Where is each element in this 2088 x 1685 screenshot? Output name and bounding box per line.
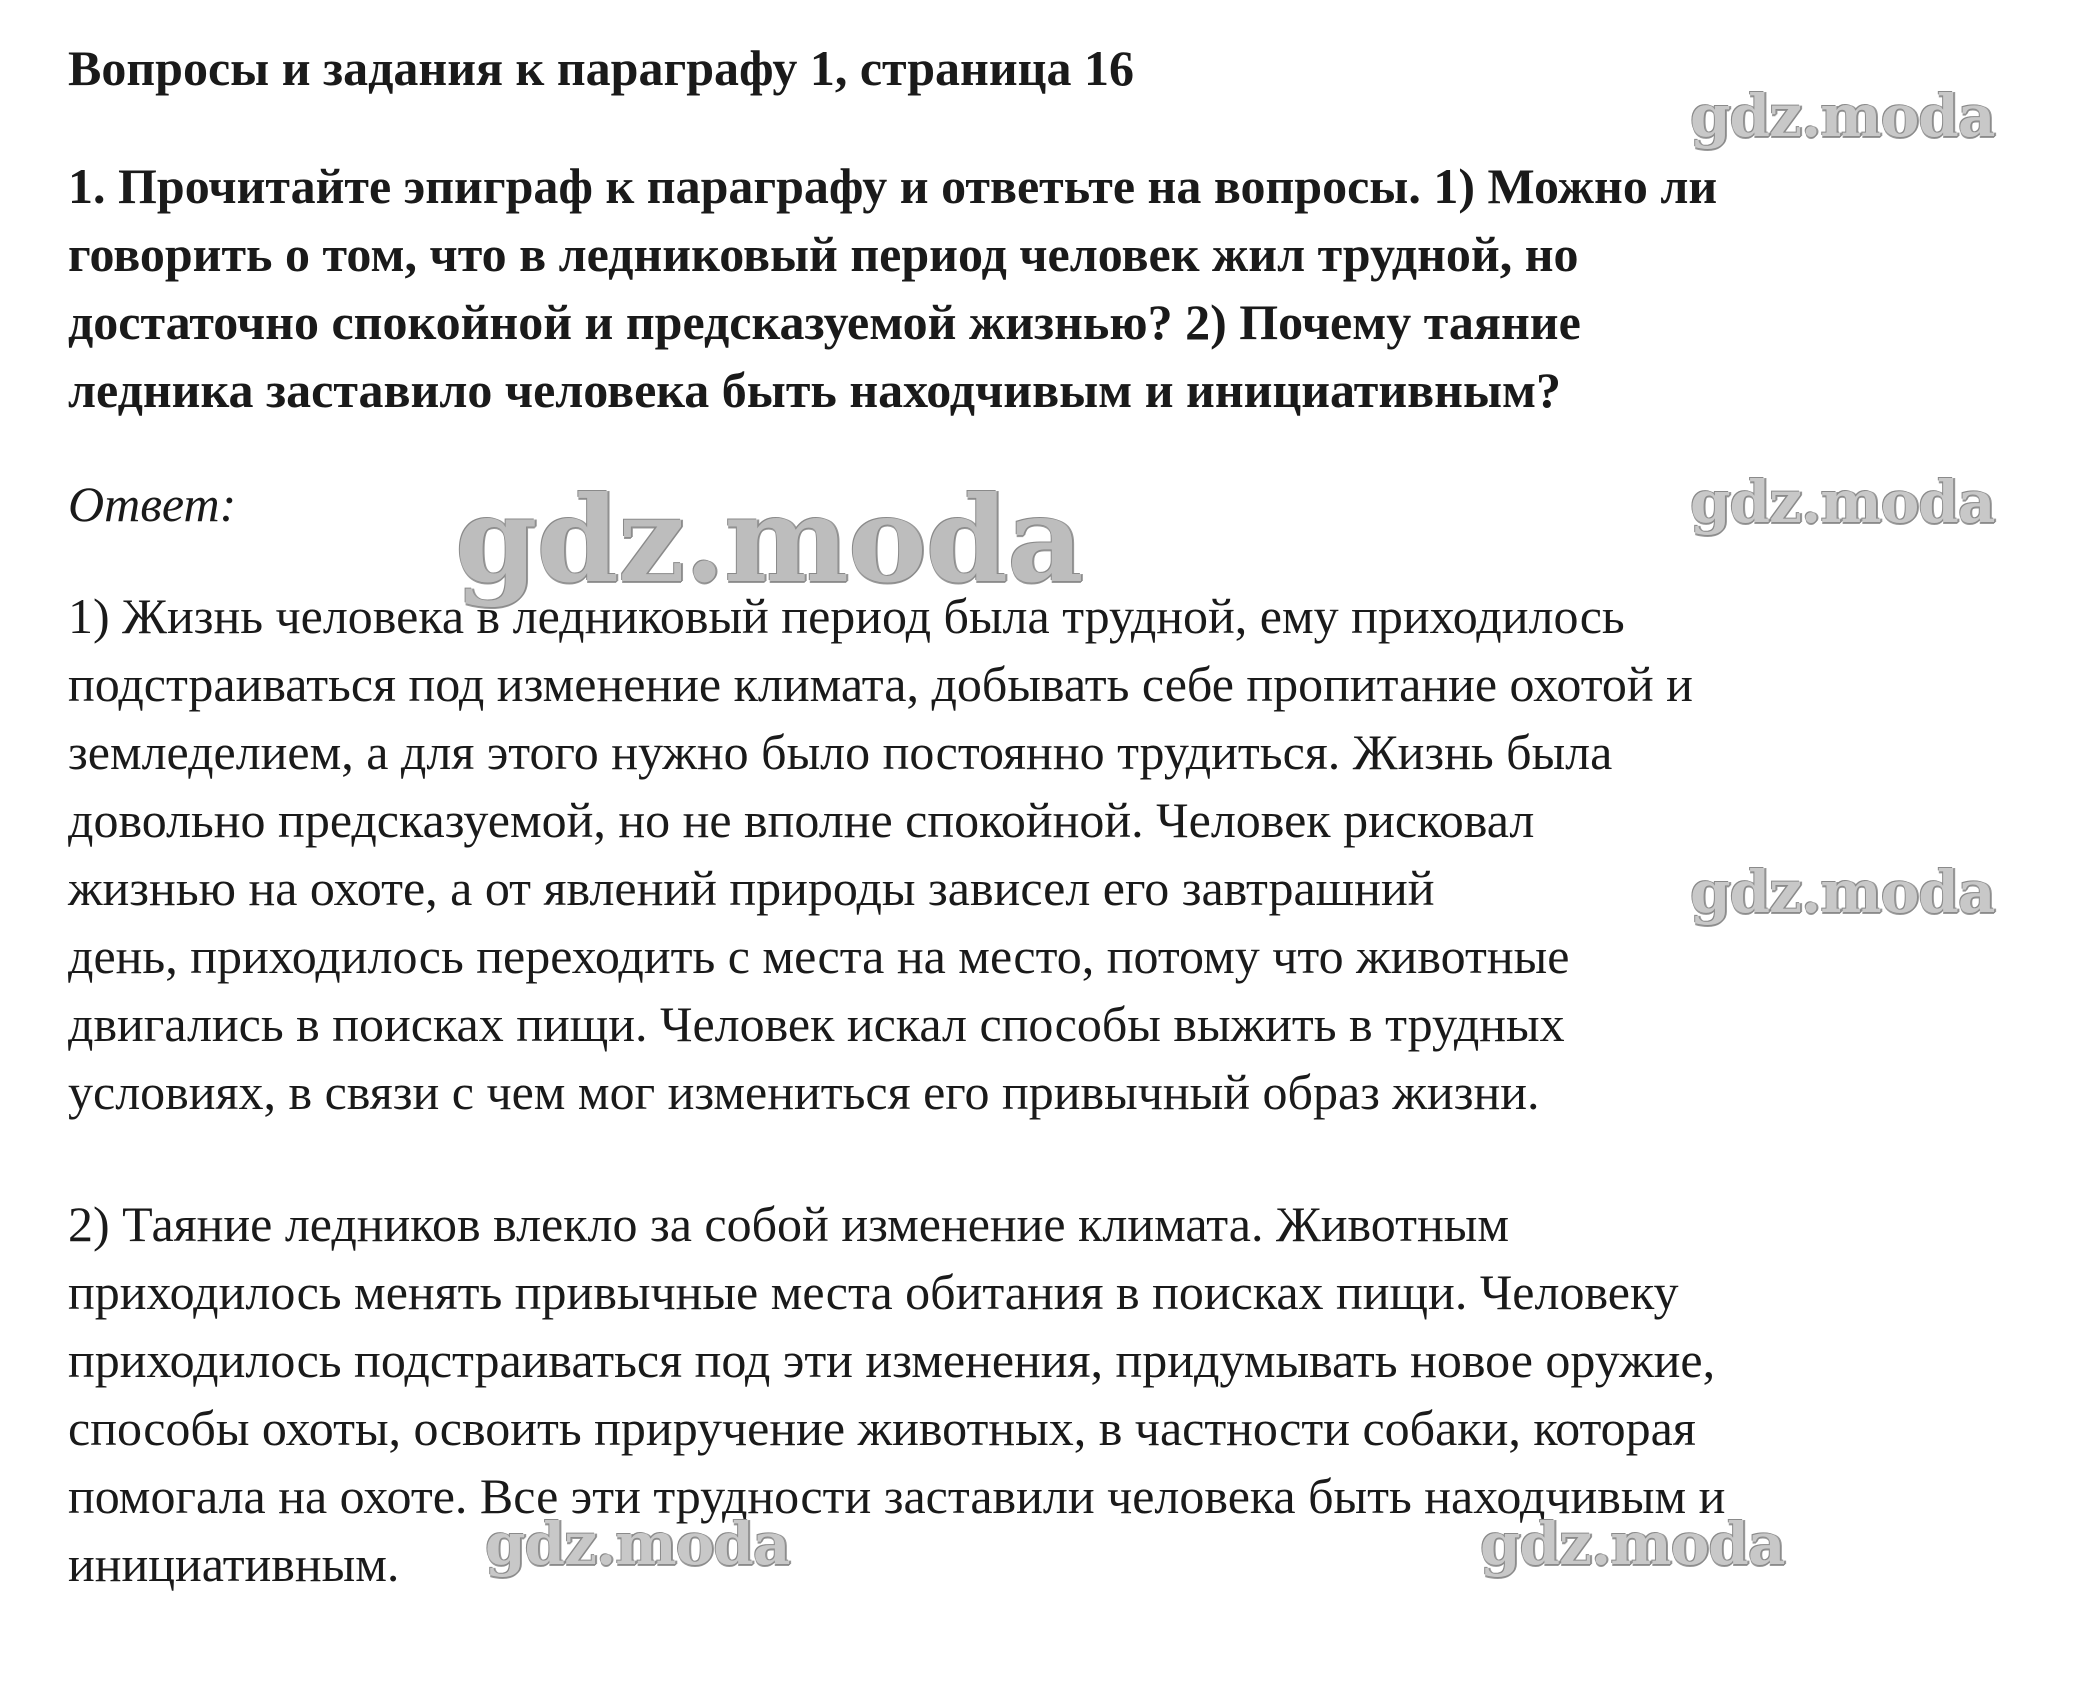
text-line: помогала на охоте. Все эти трудности заставили человека быть находчивым и — [68, 1468, 1726, 1524]
text-line: условиях, в связи с чем мог измениться его привычный образ жизни. — [68, 1064, 1540, 1120]
watermark-logo: gdz.moda — [1690, 858, 1995, 926]
watermark-logo-large: gdz.moda — [455, 470, 1083, 609]
text-line: способы охоты, освоить приручение животных, в частности собаки, которая — [68, 1400, 1696, 1456]
text-line: 2) Таяние ледников влекло за собой изменение климата. Животным — [68, 1196, 1509, 1252]
question-line: 1. Прочитайте эпиграф к параграфу и ответьте на вопросы. 1) Можно ли — [68, 158, 1718, 214]
text-line: двигались в поисках пищи. Человек искал способы выжить в трудных — [68, 996, 1565, 1052]
text-line: 1) Жизнь человека в ледниковый период была трудной, ему приходилось — [68, 588, 1625, 644]
text-line: подстраиваться под изменение климата, добывать себе пропитание охотой и — [68, 656, 1693, 712]
watermark-logo: gdz.moda — [1690, 468, 1995, 536]
page-title: Вопросы и задания к параграфу 1, страница 16 — [68, 40, 1134, 96]
text-line: приходилось подстраиваться под эти изменения, придумывать новое оружие, — [68, 1332, 1716, 1388]
watermark-logo: gdz.moda — [1690, 82, 1995, 150]
text-line: земледелием, а для этого нужно было постоянно трудиться. Жизнь была — [68, 724, 1613, 780]
text-line: жизнью на охоте, а от явлений природы зависел его завтрашний — [68, 860, 1435, 916]
text-line: довольно предсказуемой, но не вполне спокойной. Человек рисковал — [68, 792, 1535, 848]
answer-paragraph-1 — [68, 582, 1693, 1126]
watermark-logo: gdz.moda — [485, 1510, 790, 1578]
text-line: инициативным. — [68, 1536, 400, 1592]
text-line: день, приходилось переходить с места на место, потому что животные — [68, 928, 1570, 984]
watermark-logo: gdz.moda — [1480, 1510, 1785, 1578]
answer-label: Ответ: — [68, 476, 237, 532]
question-block — [68, 152, 1717, 424]
question-line: ледника заставило человека быть находчивым и инициативным? — [68, 362, 1562, 418]
answer-paragraph-2 — [68, 1190, 1725, 1598]
question-line: достаточно спокойной и предсказуемой жизнью? 2) Почему таяние — [68, 294, 1581, 350]
text-line: приходилось менять привычные места обитания в поисках пищи. Человеку — [68, 1264, 1679, 1320]
question-line: говорить о том, что в ледниковый период человек жил трудной, но — [68, 226, 1579, 282]
